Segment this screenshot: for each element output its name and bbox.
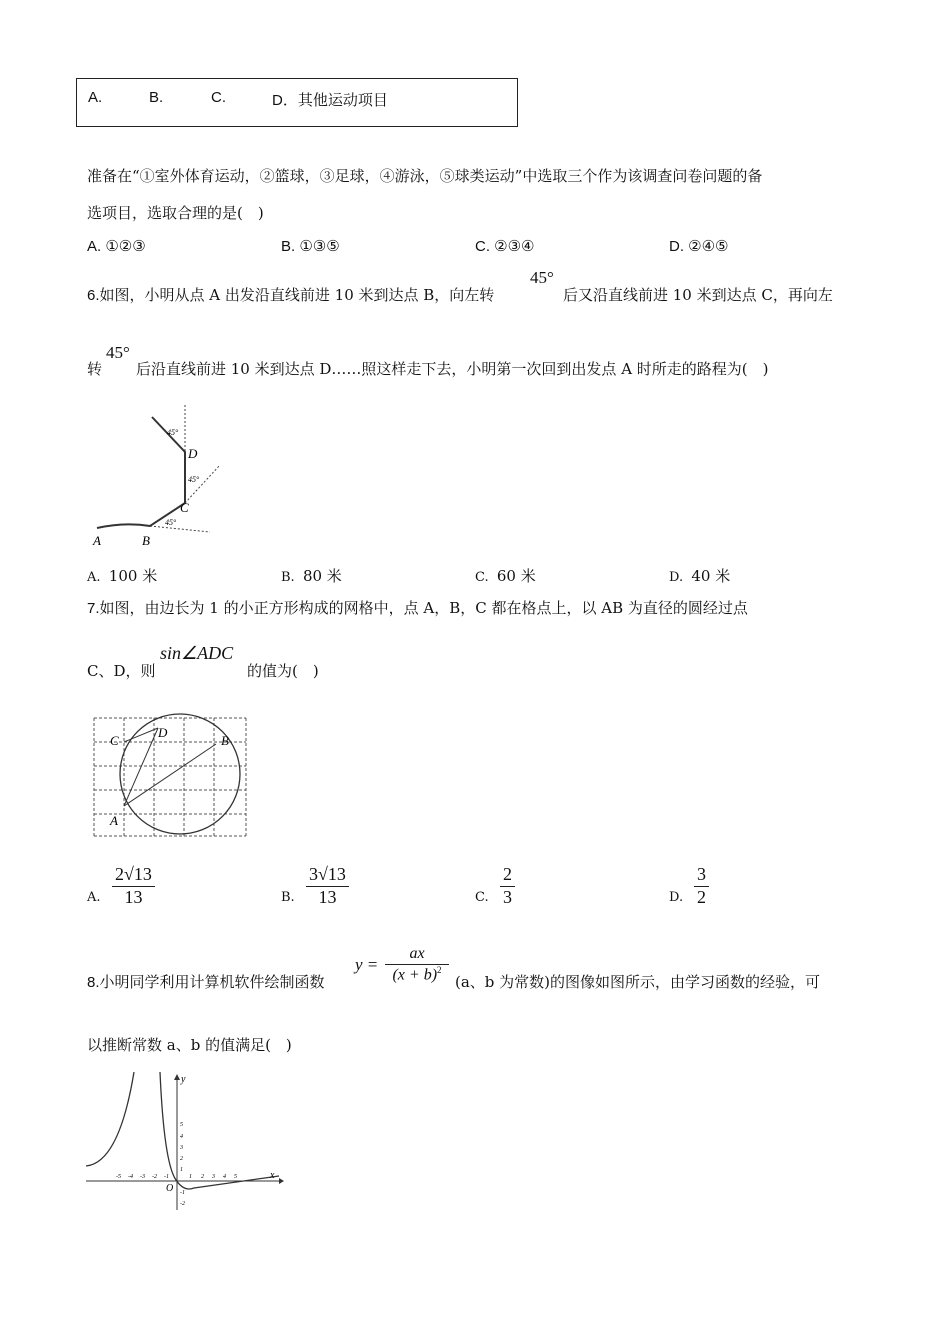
q5-line1: 准备在“①室外体育运动，②篮球，③足球，④游泳，⑤球类运动”中选取三个作为该调查问卷问题的备 bbox=[87, 167, 763, 185]
q8-y-tick: -2 bbox=[180, 1201, 185, 1207]
q6-label-d: D bbox=[188, 446, 198, 461]
q6-dashed-line-c bbox=[185, 465, 220, 503]
q7-option-d-fraction bbox=[694, 864, 709, 908]
box-option-c: C. bbox=[211, 89, 226, 106]
q8-y-tick: -1 bbox=[180, 1190, 185, 1196]
q8-formula bbox=[385, 944, 449, 985]
q6-option-c bbox=[475, 565, 536, 586]
q6-option-d-text: 40 米 bbox=[691, 567, 731, 585]
q7-label-c: C bbox=[110, 733, 119, 748]
q6-angle-1: 45° bbox=[530, 268, 554, 287]
q8-line1a bbox=[87, 971, 325, 992]
q6-line1a bbox=[87, 284, 494, 305]
q8-y-label: y bbox=[181, 1074, 186, 1085]
q7-label-b: B bbox=[221, 733, 229, 748]
q7-option-c-num: 2 bbox=[500, 864, 515, 887]
q6-angle-b: 45° bbox=[165, 518, 177, 527]
q8-y-ticks bbox=[179, 1122, 185, 1207]
q8-formula-num: ax bbox=[385, 944, 449, 965]
q6-option-a-letter: A. bbox=[87, 570, 101, 585]
q8-x-arrow bbox=[279, 1178, 284, 1184]
q6-text-1a: 如图，小明从点 A 出发沿直线前进 10 米到达点 B，向左转 bbox=[99, 286, 495, 304]
q6-number: 6. bbox=[87, 287, 100, 304]
q8-x-tick: 1 bbox=[189, 1174, 192, 1180]
q8-text-1b: (a、b 为常数)的图像如图所示，由学习函数的经验，可 bbox=[455, 973, 821, 991]
q8-text-1a: 小明同学利用计算机软件绘制函数 bbox=[99, 973, 325, 991]
q7-text-2a: C、D，则 bbox=[87, 662, 156, 680]
q7-option-d-den: 2 bbox=[697, 886, 706, 907]
q6-option-b-letter: B. bbox=[281, 570, 295, 585]
q8-curve-right bbox=[160, 1072, 279, 1189]
q5-option-a: A. ①②③ bbox=[87, 238, 146, 255]
q6-label-a: A bbox=[93, 533, 101, 548]
q7-option-d-num: 3 bbox=[694, 864, 709, 887]
q6-angle-2: 45° bbox=[106, 343, 130, 362]
q8-y-tick: 2 bbox=[180, 1156, 183, 1162]
q6-text-2a: 转 bbox=[87, 360, 103, 378]
q7-label-a: A bbox=[110, 813, 118, 828]
q8-x-label: x bbox=[270, 1170, 275, 1181]
q7-option-a-den: 13 bbox=[124, 886, 143, 907]
q6-text-1b: 后又沿直线前进 10 米到达点 C，再向左 bbox=[563, 286, 833, 304]
box-option-a: A. bbox=[88, 89, 103, 106]
q6-option-b-text: 80 米 bbox=[302, 567, 342, 585]
q8-y-arrow bbox=[174, 1074, 180, 1080]
q7-option-a-num: 2√13 bbox=[112, 864, 155, 887]
q8-curve-left bbox=[86, 1072, 134, 1166]
q5-option-c: C. ②③④ bbox=[475, 238, 535, 255]
q8-y-tick: 5 bbox=[180, 1122, 183, 1128]
box-option-d: D．其他运动项目 bbox=[272, 92, 388, 109]
q8-function-graph bbox=[84, 1068, 284, 1213]
q7-number: 7. bbox=[87, 600, 100, 617]
q7-option-a-letter: A. bbox=[87, 890, 101, 905]
q7-option-b-letter: B. bbox=[281, 890, 295, 905]
q7-grid-figure bbox=[88, 712, 253, 842]
q8-x-tick: 2 bbox=[201, 1174, 204, 1180]
q6-angle-c: 45° bbox=[188, 475, 200, 484]
q8-x-tick: -5 bbox=[116, 1174, 121, 1180]
q7-option-b-num: 3√13 bbox=[306, 864, 349, 887]
q7-option-b-fraction bbox=[306, 864, 349, 908]
q5-line2: 选项目，选取合理的是( ) bbox=[87, 204, 264, 222]
q7-expression: sin∠ADC bbox=[160, 643, 234, 663]
q6-option-b bbox=[281, 565, 342, 586]
q7-label-d: D bbox=[158, 725, 168, 740]
q6-angle-d: 45° bbox=[167, 428, 179, 437]
q7-option-d-letter: D. bbox=[669, 890, 684, 905]
q6-label-b: B bbox=[142, 533, 150, 548]
q7-line1 bbox=[87, 597, 748, 618]
q6-path-figure bbox=[85, 400, 235, 550]
q8-formula-lhs: y = bbox=[355, 955, 379, 974]
q8-x-tick: -4 bbox=[128, 1174, 133, 1180]
q7-text-1: 如图，由边长为 1 的小正方形构成的网格中，点 A，B，C 都在格点上，以 AB 为直径的圆经过点 bbox=[99, 599, 748, 617]
box-option-b: B. bbox=[149, 89, 164, 106]
q7-option-b-den: 13 bbox=[318, 886, 337, 907]
q8-x-tick: -1 bbox=[164, 1174, 169, 1180]
q8-number: 8. bbox=[87, 974, 100, 991]
q8-x-tick: 4 bbox=[223, 1174, 226, 1180]
q8-y-tick: 4 bbox=[180, 1134, 183, 1140]
q7-option-c-fraction bbox=[500, 864, 515, 908]
q6-option-a bbox=[87, 565, 157, 586]
q8-text-2: 以推断常数 a、b 的值满足( ) bbox=[87, 1036, 292, 1054]
q8-origin-label: O bbox=[166, 1183, 174, 1194]
q7-option-c-den: 3 bbox=[503, 886, 512, 907]
q5-option-d: D. ②④⑤ bbox=[669, 238, 729, 255]
q5-option-b: B. ①③⑤ bbox=[281, 238, 340, 255]
q6-text-2b: 后沿直线前进 10 米到达点 D……照这样走下去，小明第一次回到出发点 A 时所走的路程为( ) bbox=[136, 360, 769, 378]
q7-text-2b: 的值为( ) bbox=[247, 662, 319, 680]
q6-option-a-text: 100 米 bbox=[108, 567, 158, 585]
q8-x-tick: -2 bbox=[152, 1174, 157, 1180]
q6-option-c-text: 60 米 bbox=[496, 567, 536, 585]
q8-y-tick: 1 bbox=[180, 1167, 183, 1173]
q7-option-c-letter: C. bbox=[475, 890, 489, 905]
q6-option-d bbox=[669, 565, 730, 586]
q8-x-tick: -3 bbox=[140, 1174, 145, 1180]
q6-option-c-letter: C. bbox=[475, 570, 489, 585]
q8-formula-exp: 2 bbox=[437, 965, 442, 975]
q8-x-tick: 5 bbox=[234, 1174, 237, 1180]
q6-label-c: C bbox=[180, 500, 189, 515]
q6-option-d-letter: D. bbox=[669, 570, 684, 585]
q6-dashed-line-b bbox=[150, 526, 210, 532]
q8-x-tick: 3 bbox=[212, 1174, 215, 1180]
q8-formula-den: (x + b) bbox=[392, 966, 438, 984]
q8-y-tick: 3 bbox=[180, 1145, 183, 1151]
q7-option-a-fraction bbox=[112, 864, 155, 908]
